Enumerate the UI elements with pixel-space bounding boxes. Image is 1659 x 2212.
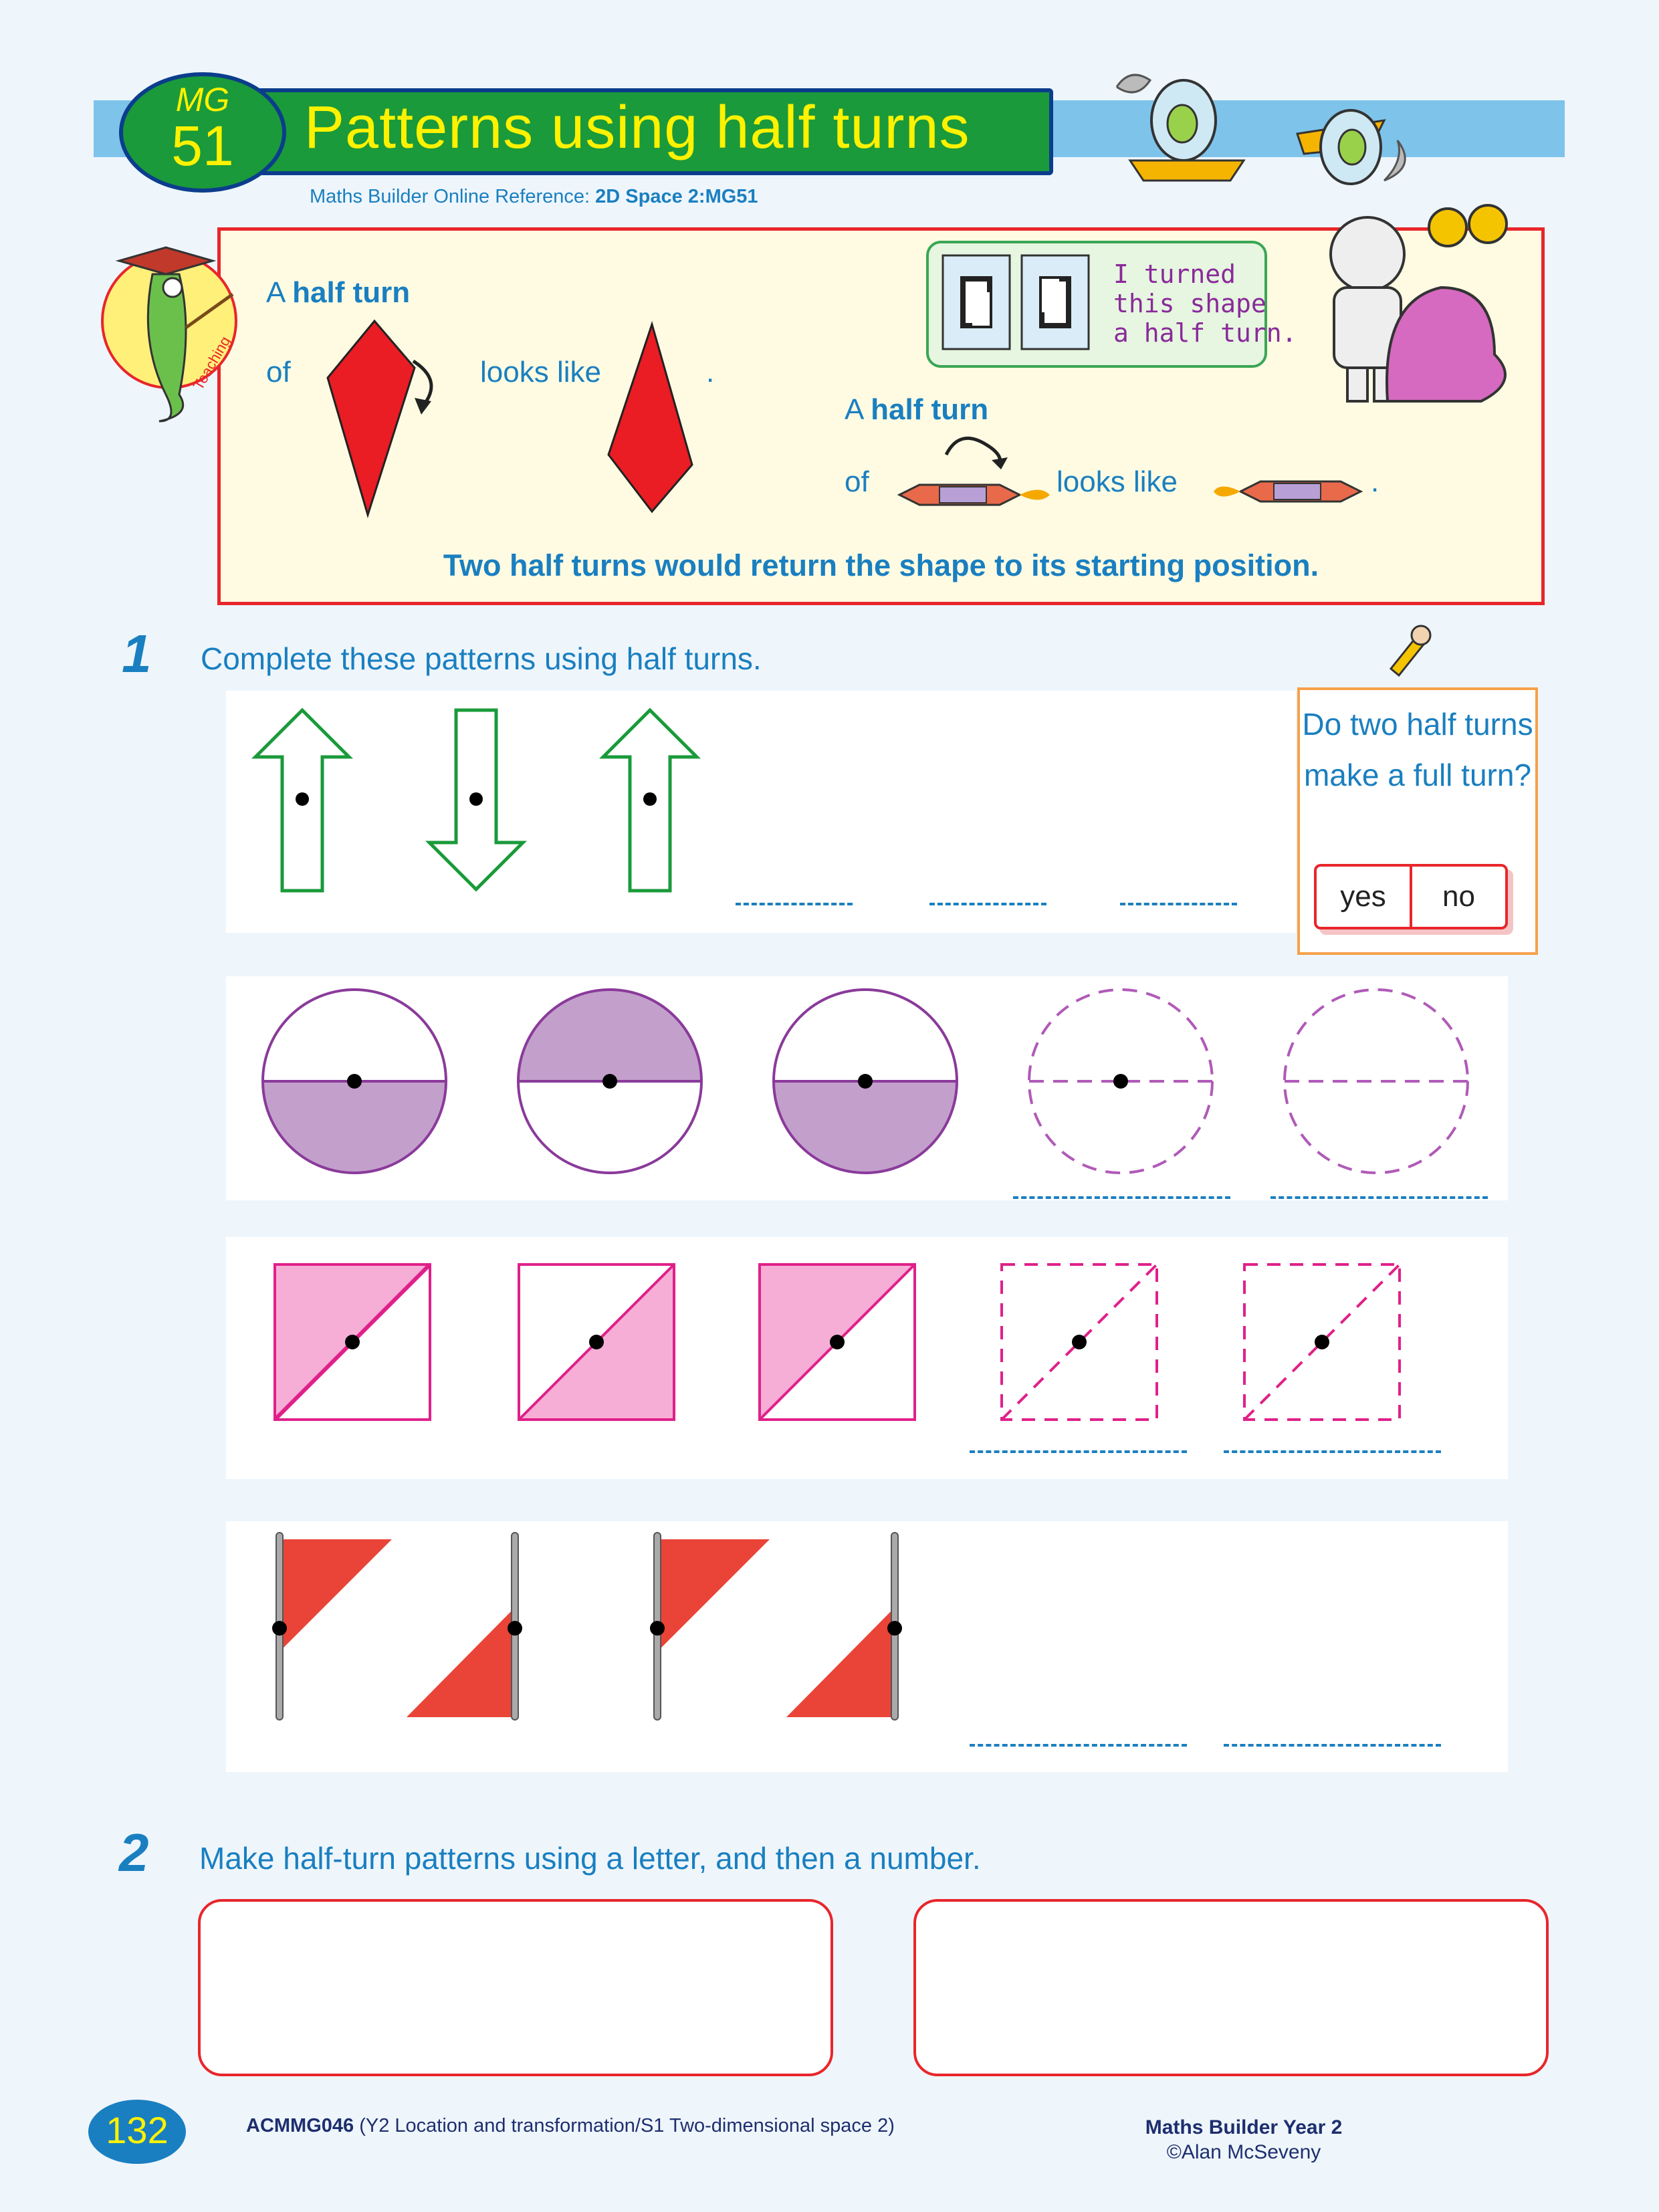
answer-line-arrow-3[interactable] bbox=[1120, 903, 1237, 905]
bubble-line-1: I turned bbox=[1113, 259, 1236, 289]
letter-pattern-answer-box[interactable] bbox=[198, 1899, 833, 2076]
rocket-original bbox=[893, 428, 1053, 515]
half-turn-article-2: A bbox=[845, 393, 863, 426]
flag-bottom-left-1 bbox=[401, 1531, 535, 1725]
answer-line-arrow-2[interactable] bbox=[929, 903, 1046, 905]
half-turn-heading-1 bbox=[266, 276, 410, 310]
answer-line-circle-1[interactable] bbox=[1013, 1196, 1230, 1199]
circle-top-half bbox=[516, 990, 703, 1177]
arrow-down-1 bbox=[428, 709, 528, 896]
teaching-note: Two half turns would return the shape to its starting position. bbox=[443, 548, 1319, 582]
kite-shape-original bbox=[321, 314, 455, 528]
half-turn-article: A bbox=[266, 276, 284, 309]
half-turn-bold-2: half turn bbox=[871, 393, 989, 426]
turned-shape-cards bbox=[943, 255, 1097, 356]
online-reference bbox=[310, 186, 758, 208]
square-upper-left-2 bbox=[758, 1262, 918, 1423]
yes-option[interactable]: yes bbox=[1340, 880, 1386, 913]
looks-like-label-1: looks like bbox=[480, 356, 601, 389]
flag-top-right-2 bbox=[645, 1531, 779, 1725]
reference-value: 2D Space 2:MG51 bbox=[595, 186, 758, 207]
question-1-number: 1 bbox=[122, 624, 152, 683]
square-dashed-blank-1[interactable] bbox=[1000, 1262, 1160, 1423]
answer-line-square-1[interactable] bbox=[970, 1450, 1187, 1453]
curriculum-code-desc: (Y2 Location and transformation/S1 Two-dimensional space 2) bbox=[359, 2115, 895, 2136]
yes-no-choice bbox=[1314, 864, 1508, 929]
question-2-number: 2 bbox=[119, 1823, 149, 1882]
copyright: ©Alan McSeveny bbox=[1166, 2141, 1321, 2163]
question-1-text: Complete these patterns using half turns. bbox=[201, 641, 762, 676]
curriculum-code-id: ACMMG046 bbox=[246, 2115, 354, 2136]
curriculum-code bbox=[246, 2115, 895, 2137]
kite-shape-turned bbox=[605, 321, 715, 515]
teacher-fish-illustration bbox=[99, 221, 239, 428]
period-2: . bbox=[1371, 465, 1379, 498]
rocket-turned bbox=[1214, 468, 1367, 515]
answer-line-arrow-1[interactable] bbox=[736, 903, 853, 905]
no-option[interactable]: no bbox=[1410, 867, 1505, 927]
lesson-code-number: 51 bbox=[171, 114, 234, 177]
circle-dashed-blank-1[interactable] bbox=[1027, 990, 1214, 1177]
circle-dashed-blank-2[interactable] bbox=[1283, 990, 1470, 1177]
bubble-text bbox=[1113, 259, 1297, 348]
reference-label: Maths Builder Online Reference: bbox=[310, 186, 590, 207]
pencil-character-icon bbox=[1384, 622, 1438, 682]
page-title: Patterns using half turns bbox=[304, 94, 970, 161]
bubble-line-3: a half turn. bbox=[1113, 318, 1297, 348]
page-number: 132 bbox=[106, 2109, 169, 2151]
book-title: Maths Builder Year 2 bbox=[1145, 2116, 1343, 2138]
teaching-badge-label: Teaching bbox=[189, 333, 234, 393]
alien-pod-illustration bbox=[1103, 60, 1411, 194]
question-2-text: Make half-turn patterns using a letter, and then a number. bbox=[199, 1841, 981, 1876]
flag-top-right-1 bbox=[267, 1531, 401, 1725]
half-turn-bold: half turn bbox=[292, 276, 411, 309]
half-turn-heading-2 bbox=[845, 393, 988, 427]
square-lower-right bbox=[517, 1262, 677, 1423]
circle-bottom-half-2 bbox=[772, 990, 959, 1177]
number-pattern-answer-box[interactable] bbox=[913, 1899, 1549, 2076]
side-question-text: Do two half turns make a full turn? bbox=[1302, 707, 1533, 792]
flag-bottom-left-2 bbox=[781, 1531, 915, 1725]
of-label-1: of bbox=[266, 356, 291, 389]
period-1: . bbox=[706, 356, 715, 389]
answer-line-flag-1[interactable] bbox=[970, 1744, 1187, 1747]
answer-line-flag-2[interactable] bbox=[1224, 1744, 1441, 1747]
of-label-2: of bbox=[845, 465, 869, 498]
answer-line-square-2[interactable] bbox=[1224, 1450, 1441, 1453]
looks-like-label-2: looks like bbox=[1057, 465, 1178, 498]
arrow-up-2 bbox=[602, 709, 702, 896]
circle-bottom-half-1 bbox=[261, 990, 448, 1177]
square-upper-left-1 bbox=[273, 1262, 433, 1423]
astronaut-snail-illustration bbox=[1294, 201, 1541, 408]
answer-line-circle-2[interactable] bbox=[1270, 1196, 1488, 1199]
lesson-code-prefix: MG bbox=[175, 81, 230, 118]
pattern-row-arrows bbox=[226, 691, 1296, 933]
bubble-line-2: this shape bbox=[1113, 289, 1266, 318]
arrow-up-1 bbox=[254, 709, 354, 896]
square-dashed-blank-2[interactable] bbox=[1242, 1262, 1403, 1423]
